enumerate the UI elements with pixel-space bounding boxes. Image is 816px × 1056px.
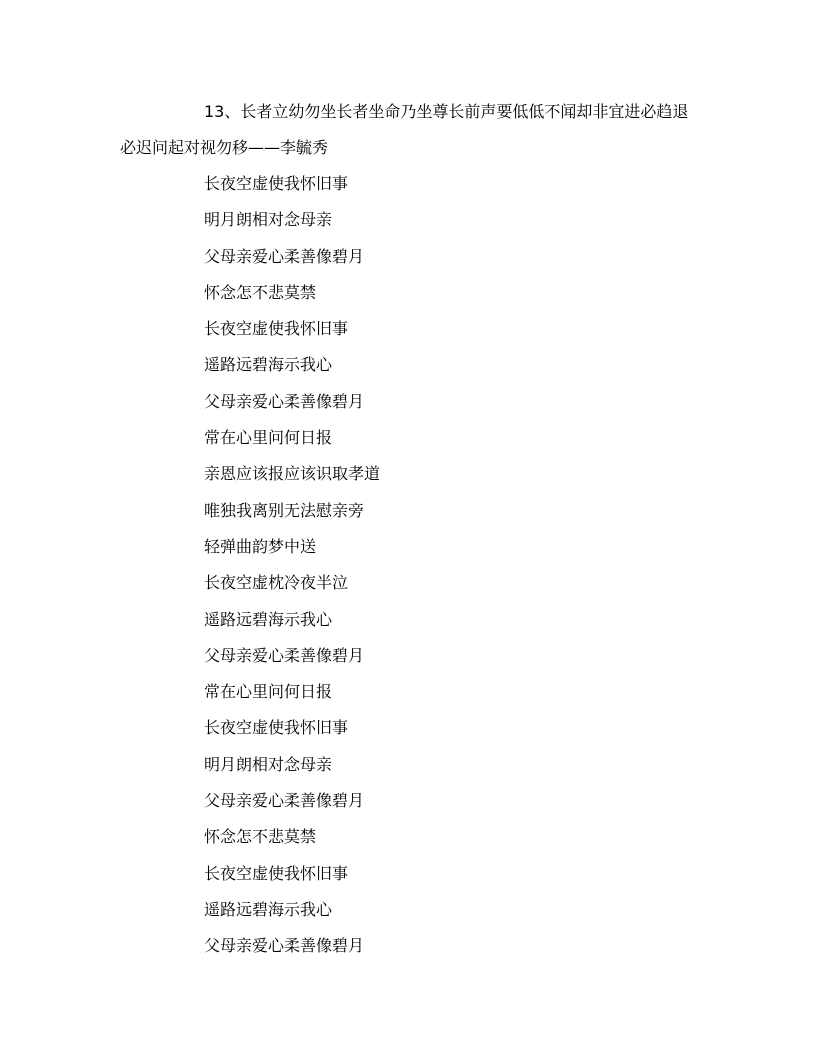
poem-line: 唯独我离别无法慰亲旁 [204, 500, 365, 520]
poem-line: 常在心里问何日报 [204, 682, 333, 702]
poem-line: 父母亲爱心柔善像碧月 [204, 936, 365, 956]
poem-line: 长夜空虚使我怀旧事 [204, 319, 349, 339]
poem-lines [204, 166, 380, 965]
poem-line: 明月朗相对念母亲 [204, 210, 333, 230]
poem-line: 常在心里问何日报 [204, 428, 333, 448]
intro-paragraph: 13、长者立幼勿坐长者坐命乃坐尊长前声要低低不闻却非宜进必趋退必迟问起对视勿移——李毓秀 [120, 102, 689, 157]
poem-line: 长夜空虚枕冷夜半泣 [204, 573, 349, 593]
poem-line: 长夜空虚使我怀旧事 [204, 863, 349, 883]
poem-line: 轻弹曲韵梦中送 [204, 536, 317, 556]
poem-line: 亲恩应该报应该识取孝道 [204, 464, 381, 484]
poem-line: 遥路远碧海示我心 [204, 355, 333, 375]
poem-line: 遥路远碧海示我心 [204, 899, 333, 919]
poem-line: 怀念怎不悲莫禁 [204, 827, 317, 847]
poem-line: 父母亲爱心柔善像碧月 [204, 791, 365, 811]
poem-line: 明月朗相对念母亲 [204, 754, 333, 774]
poem-line: 怀念怎不悲莫禁 [204, 282, 317, 302]
poem-line: 父母亲爱心柔善像碧月 [204, 645, 365, 665]
poem-line: 父母亲爱心柔善像碧月 [204, 391, 365, 411]
poem-line: 长夜空虚使我怀旧事 [204, 174, 349, 193]
poem-line: 长夜空虚使我怀旧事 [204, 718, 349, 738]
poem-line: 父母亲爱心柔善像碧月 [204, 246, 365, 266]
poem-line: 遥路远碧海示我心 [204, 609, 333, 629]
